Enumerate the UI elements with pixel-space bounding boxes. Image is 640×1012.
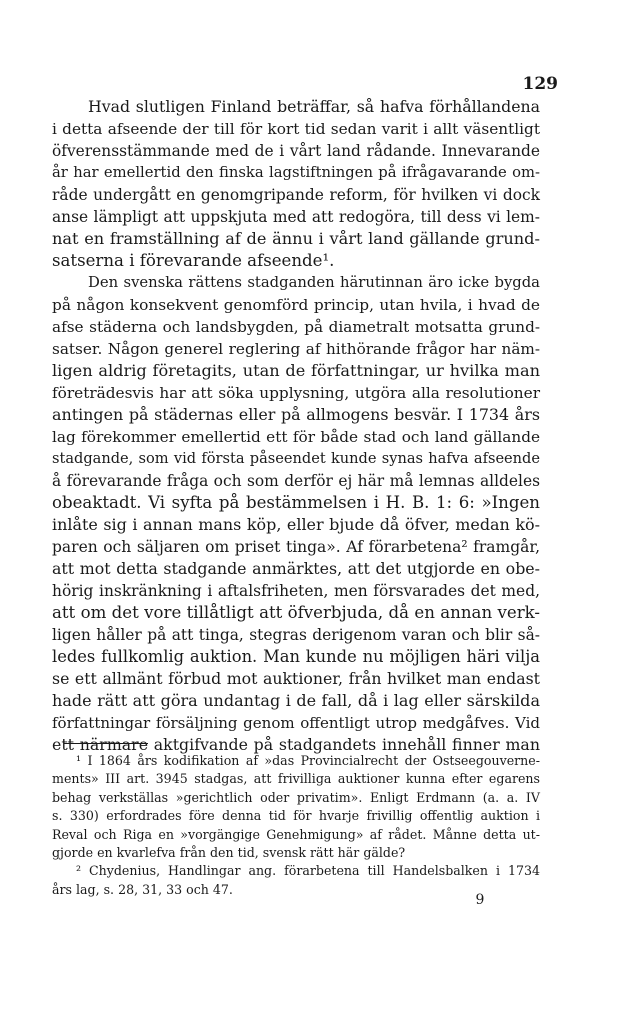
footnote-line: gjorde en kvarlefva från den tid, svensk rätt här gälde? bbox=[52, 844, 406, 860]
text-line: år har emellertid den finska lagstiftningen på ifrågavarande om- bbox=[52, 164, 540, 181]
text-line: antingen på städernas eller på allmogens besvär. I 1734 års bbox=[52, 405, 540, 424]
text-line: i detta afseende der till för kort tid sedan varit i allt väsentligt bbox=[52, 120, 540, 138]
footnote-line: ² Chydenius, Handlingar ang. förarbetena till Handelsbalken i 1734 bbox=[76, 863, 540, 879]
footnote-line: ¹ I 1864 års kodifikation af »das Provincialrecht der Ostseegouverne- bbox=[76, 753, 540, 768]
text-line: råde undergått en genomgripande reform, för hvilken vi dock bbox=[52, 186, 540, 204]
text-line: hörig inskränkning i aftalsfriheten, men försvarades det med, bbox=[52, 582, 540, 600]
text-line: anse lämpligt att uppskjuta med att redogöra, till dess vi lem- bbox=[52, 208, 540, 226]
text-line: lag förekommer emellertid ett för både stad och land gällande bbox=[52, 428, 540, 446]
text-line: afse städerna och landsbygden, på diametralt motsatta grund- bbox=[52, 318, 540, 336]
text-line: på någon konsekvent genomförd princip, utan hvila, i hvad de bbox=[52, 296, 540, 314]
text-line: att om det vore tillåtligt att öfverbjuda, då en annan verk- bbox=[52, 603, 540, 622]
text-line: författningar försäljning genom offentligt utrop medgåfves. Vid bbox=[52, 714, 540, 732]
text-line: företrädesvis har att söka upplysning, utgöra alla resolutioner bbox=[52, 384, 540, 402]
page-number: 129 bbox=[522, 74, 558, 94]
text-line: ett närmare aktgifvande på stadgandets innehåll finner man bbox=[52, 735, 540, 754]
footnote-line: behag verkställas »gerichtlich oder privatim». Enligt Erdmann (a. a. IV bbox=[52, 789, 540, 805]
footnotes bbox=[52, 752, 540, 899]
footnote-line: Reval och Riga en »vorgängige Genehmigung» af rådet. Månne detta ut- bbox=[52, 826, 540, 842]
footnote-line: ments» III art. 3945 stadgas, att frivilliga auktioner kunna efter egarens bbox=[52, 771, 540, 787]
text-line: obeaktadt. Vi syfta på bestämmelsen i H. B. 1: 6: »Ingen bbox=[52, 493, 540, 512]
text-line: satser. Någon generel reglering af hithörande frågor har näm- bbox=[52, 340, 540, 358]
text-line: hade rätt att göra undantag i de fall, då i lag eller särskilda bbox=[52, 691, 540, 710]
text-line: att mot detta stadgande anmärktes, att det utgjorde en obe- bbox=[52, 559, 540, 578]
text-line: satserna i förevarande afseende¹. bbox=[52, 251, 335, 270]
text-line: se ett allmänt förbud mot auktioner, från hvilket man endast bbox=[52, 669, 540, 688]
text-line: inlåte sig i annan mans köp, eller bjude då öfver, medan kö- bbox=[52, 515, 540, 534]
text-line: öfverensstämmande med de i vårt land rådande. Innevarande bbox=[52, 142, 540, 160]
text-line: Den svenska rättens stadganden härutinnan äro icke bygda bbox=[88, 274, 540, 291]
text-line: paren och säljaren om priset tinga». Af förarbetena² framgår, bbox=[52, 538, 540, 556]
footnote-line: års lag, s. 28, 31, 33 och 47. bbox=[52, 881, 233, 897]
body-text bbox=[52, 96, 540, 756]
signature-mark: 9 bbox=[475, 892, 485, 908]
text-line: ledes fullkomlig auktion. Man kunde nu möjligen häri vilja bbox=[52, 647, 540, 666]
text-line: ligen aldrig företagits, utan de författningar, ur hvilka man bbox=[52, 361, 540, 380]
text-line: nat en framställning af de ännu i vårt land gällande grund- bbox=[52, 229, 540, 248]
text-line: stadgande, som vid första påseendet kunde synas hafva afseende bbox=[52, 450, 540, 467]
text-line: ligen håller på att tinga, stegras derigenom varan och blir så- bbox=[52, 626, 540, 644]
text-line: å förevarande fråga och som derför ej här må lemnas alldeles bbox=[52, 472, 540, 490]
text-line: Hvad slutligen Finland beträffar, så hafva förhållandena bbox=[88, 97, 540, 116]
footnote-divider bbox=[64, 743, 148, 744]
footnote-line: s. 330) erfordrades före denna tid för hvarje frivillig offentlig auktion i bbox=[52, 808, 540, 824]
